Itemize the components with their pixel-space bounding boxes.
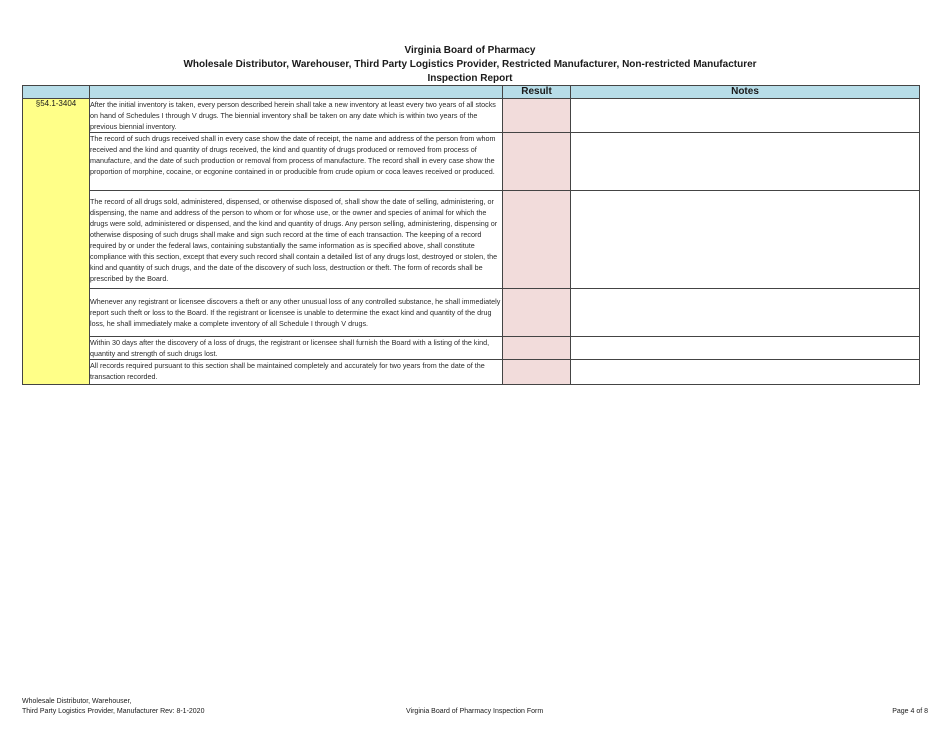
requirement-text: All records required pursuant to this section shall be maintained completely and accurately for two years from the date of the transaction recorded.	[90, 361, 485, 381]
requirement-cell	[90, 360, 503, 385]
table-row	[23, 99, 920, 133]
table-row	[23, 337, 920, 360]
result-cell[interactable]	[503, 289, 571, 337]
notes-cell[interactable]	[571, 337, 920, 360]
notes-cell[interactable]	[571, 360, 920, 385]
table-row	[23, 360, 920, 385]
page-number: Page 4 of 8	[892, 708, 928, 715]
requirement-text: Whenever any registrant or licensee discovers a theft or any other unusual loss of any controlled substance, he shall immediately report such theft or loss to the Board. If the registrant or licensee is unable to determine the exact kind and quantity of the drug loss, he shall immediately make a complete inventory of all Schedule I through V drugs.	[90, 297, 501, 328]
footer-form-info	[22, 697, 204, 717]
section-code: §54.1-3404	[35, 99, 77, 108]
requirement-column-header	[90, 86, 503, 99]
result-cell[interactable]	[503, 337, 571, 360]
requirement-text: The record of such drugs received shall in every case show the date of receipt, the name and address of the person from whom received and the kind and quantity of drugs received, the kind and quantity of drugs produced or removed from process of manufacture, and the date of such production or removal from process of manufacture. The record shall in every case show the proportion of morphine, cocaine, or ecgonine contained in or producible from crude opium or coca leaves received or produced.	[90, 134, 496, 176]
notes-cell[interactable]	[571, 99, 920, 133]
result-cell[interactable]	[503, 191, 571, 289]
result-cell[interactable]	[503, 360, 571, 385]
footer-line-1: Wholesale Distributor, Warehouser,	[22, 698, 132, 705]
section-code-cell	[23, 99, 90, 385]
requirement-cell	[90, 99, 503, 133]
notes-cell[interactable]	[571, 133, 920, 191]
requirement-cell	[90, 191, 503, 289]
notes-cell[interactable]	[571, 191, 920, 289]
report-subtitle: Wholesale Distributor, Warehouser, Third Party Logistics Provider, Restricted Manufacturer, Non-restricted Manufacturer	[183, 59, 757, 70]
table-row	[23, 289, 920, 337]
result-cell[interactable]	[503, 99, 571, 133]
section-column-header	[23, 86, 90, 99]
requirement-text: After the initial inventory is taken, every person described herein shall take a new inventory at least every two years of all stocks on hand of Schedules I through V drugs. The biennial inventory shall be taken on any date which is within two years of the previous biennial inventory.	[90, 100, 496, 131]
result-column-header: Result	[503, 86, 571, 99]
notes-column-header: Notes	[571, 86, 920, 99]
requirement-cell	[90, 133, 503, 191]
board-title: Virginia Board of Pharmacy	[404, 45, 536, 56]
report-type: Inspection Report	[427, 73, 513, 84]
result-cell[interactable]	[503, 133, 571, 191]
requirement-text: Within 30 days after the discovery of a loss of drugs, the registrant or licensee shall furnish the Board with a listing of the kind, quantity and strength of such drugs lost.	[90, 338, 490, 358]
inspection-table	[22, 85, 920, 385]
requirement-cell	[90, 289, 503, 337]
table-row	[23, 133, 920, 191]
requirement-cell	[90, 337, 503, 360]
requirement-text: The record of all drugs sold, administered, dispensed, or otherwise disposed of, shall show the date of selling, administering, or dispensing, the name and address of the person to whom or for whose use, or the owner and species of animal for which the drugs were sold, administered or dispensed, and the kind and quantity of drugs. Any person selling, administering, dispensing or otherwise disposing of such drugs shall make and sign such record at the time of each transaction. The keeping of a record required by or under the federal laws, containing substantially the same information as is specified above, shall constitute compliance with this section, except that every such record shall contain a detailed list of any drugs lost, destroyed or stolen, the kind and quantity of such drugs, and the date of the discovery of such loss, destruction or theft. The form of records shall be prescribed by the Board.	[90, 196, 498, 283]
report-header	[0, 44, 940, 86]
table-header-row	[23, 86, 920, 99]
table-row	[23, 191, 920, 289]
footer-line-2: Third Party Logistics Provider, Manufacturer Rev: 8-1-2020	[22, 708, 205, 715]
notes-cell[interactable]	[571, 289, 920, 337]
footer-form-name: Virginia Board of Pharmacy Inspection Form	[406, 708, 544, 715]
